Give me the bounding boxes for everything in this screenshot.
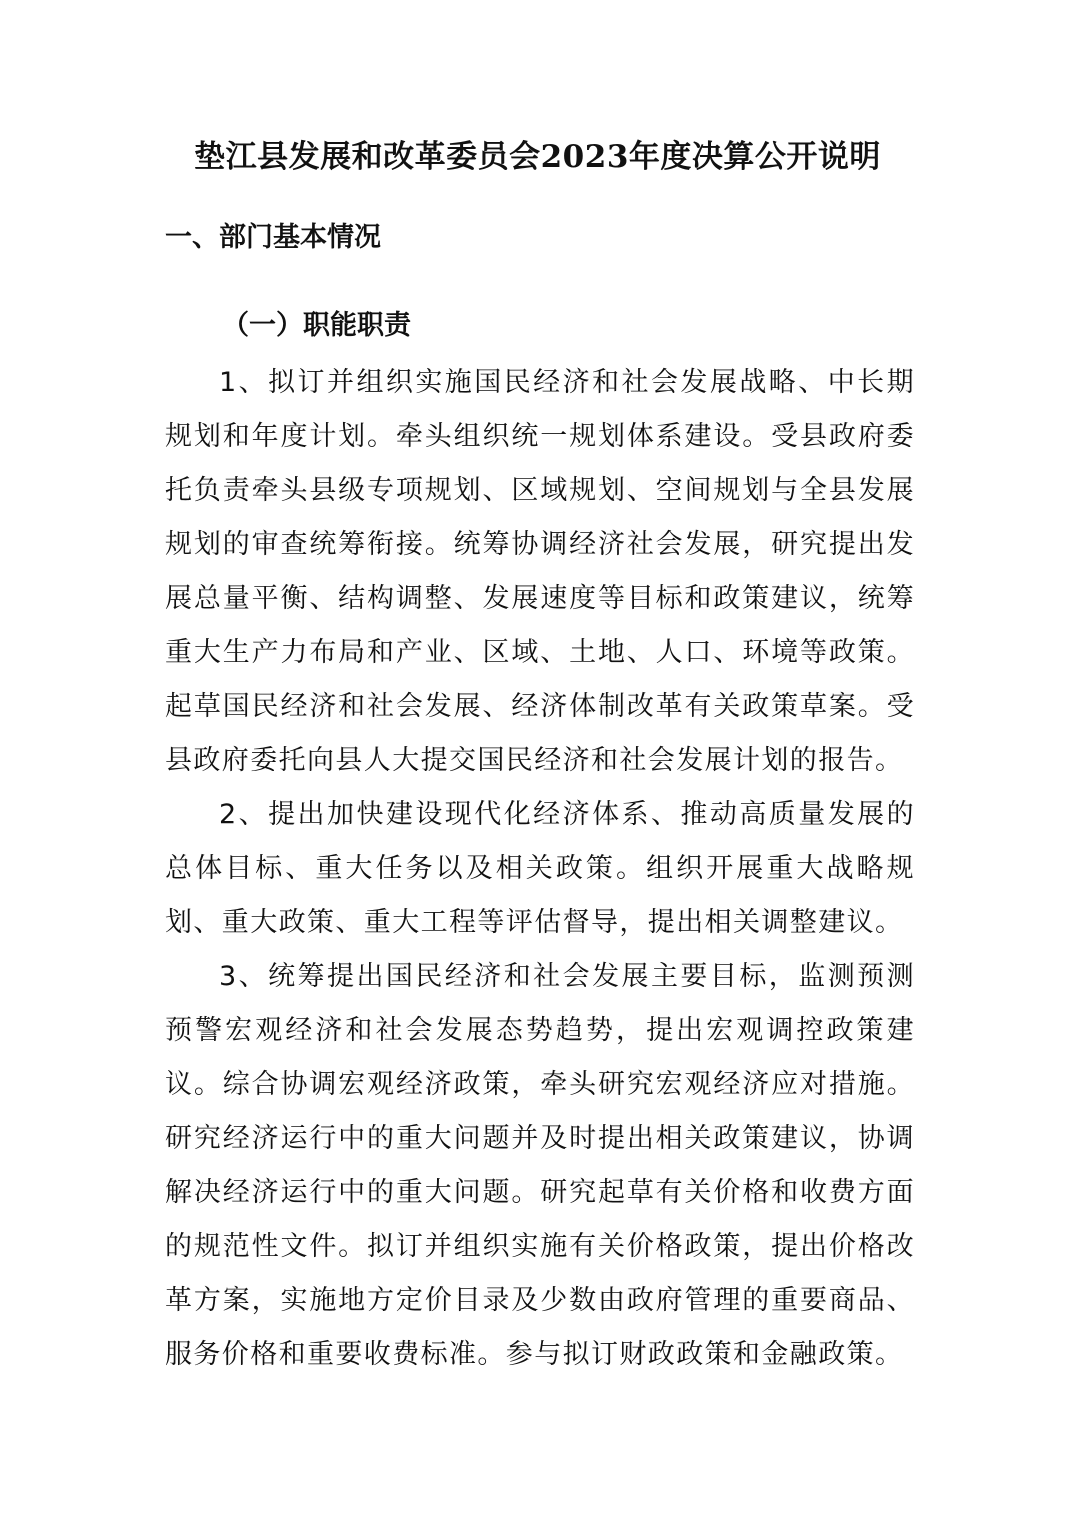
document-title: 垫江县发展和改革委员会2023年度决算公开说明 (194, 139, 881, 175)
paragraph-2: 2、提出加快建设现代化经济体系、推动高质量发展的总体目标、重大任务以及相关政策。组织开展重大战略规划、重大政策、重大工程等评估督导，提出相关调整建议。 (165, 799, 915, 938)
paragraph-1: 1、拟订并组织实施国民经济和社会发展战略、中长期规划和年度计划。牵头组织统一规划体系建设。受县政府委托负责牵头县级专项规划、区域规划、空间规划与全县发展规划的审查统筹衔接。统筹协调经济社会发展，研究提出发展总量平衡、结构调整、发展速度等目标和政策建议，统筹重大生产力布局和产业、区域、土地、人口、环境等政策。起草国民经济和社会发展、经济体制改革有关政策草案。受县政府委托向县人大提交国民经济和社会发展计划的报告。 (165, 367, 915, 776)
section-heading: 一、部门基本情况 (165, 222, 381, 253)
paragraph-3: 3、统筹提出国民经济和社会发展主要目标，监测预测预警宏观经济和社会发展态势趋势，提出宏观调控政策建议。综合协调宏观经济政策，牵头研究宏观经济应对措施。研究经济运行中的重大问题并及时提出相关政策建议，协调解决经济运行中的重大问题。研究起草有关价格和收费方面的规范性文件。拟订并组织实施有关价格政策，提出价格改革方案，实施地方定价目录及少数由政府管理的重要商品、服务价格和重要收费标准。参与拟订财政政策和金融政策。 (165, 961, 915, 1370)
document-body (165, 356, 915, 1382)
subsection-heading: （一）职能职责 (222, 310, 411, 341)
